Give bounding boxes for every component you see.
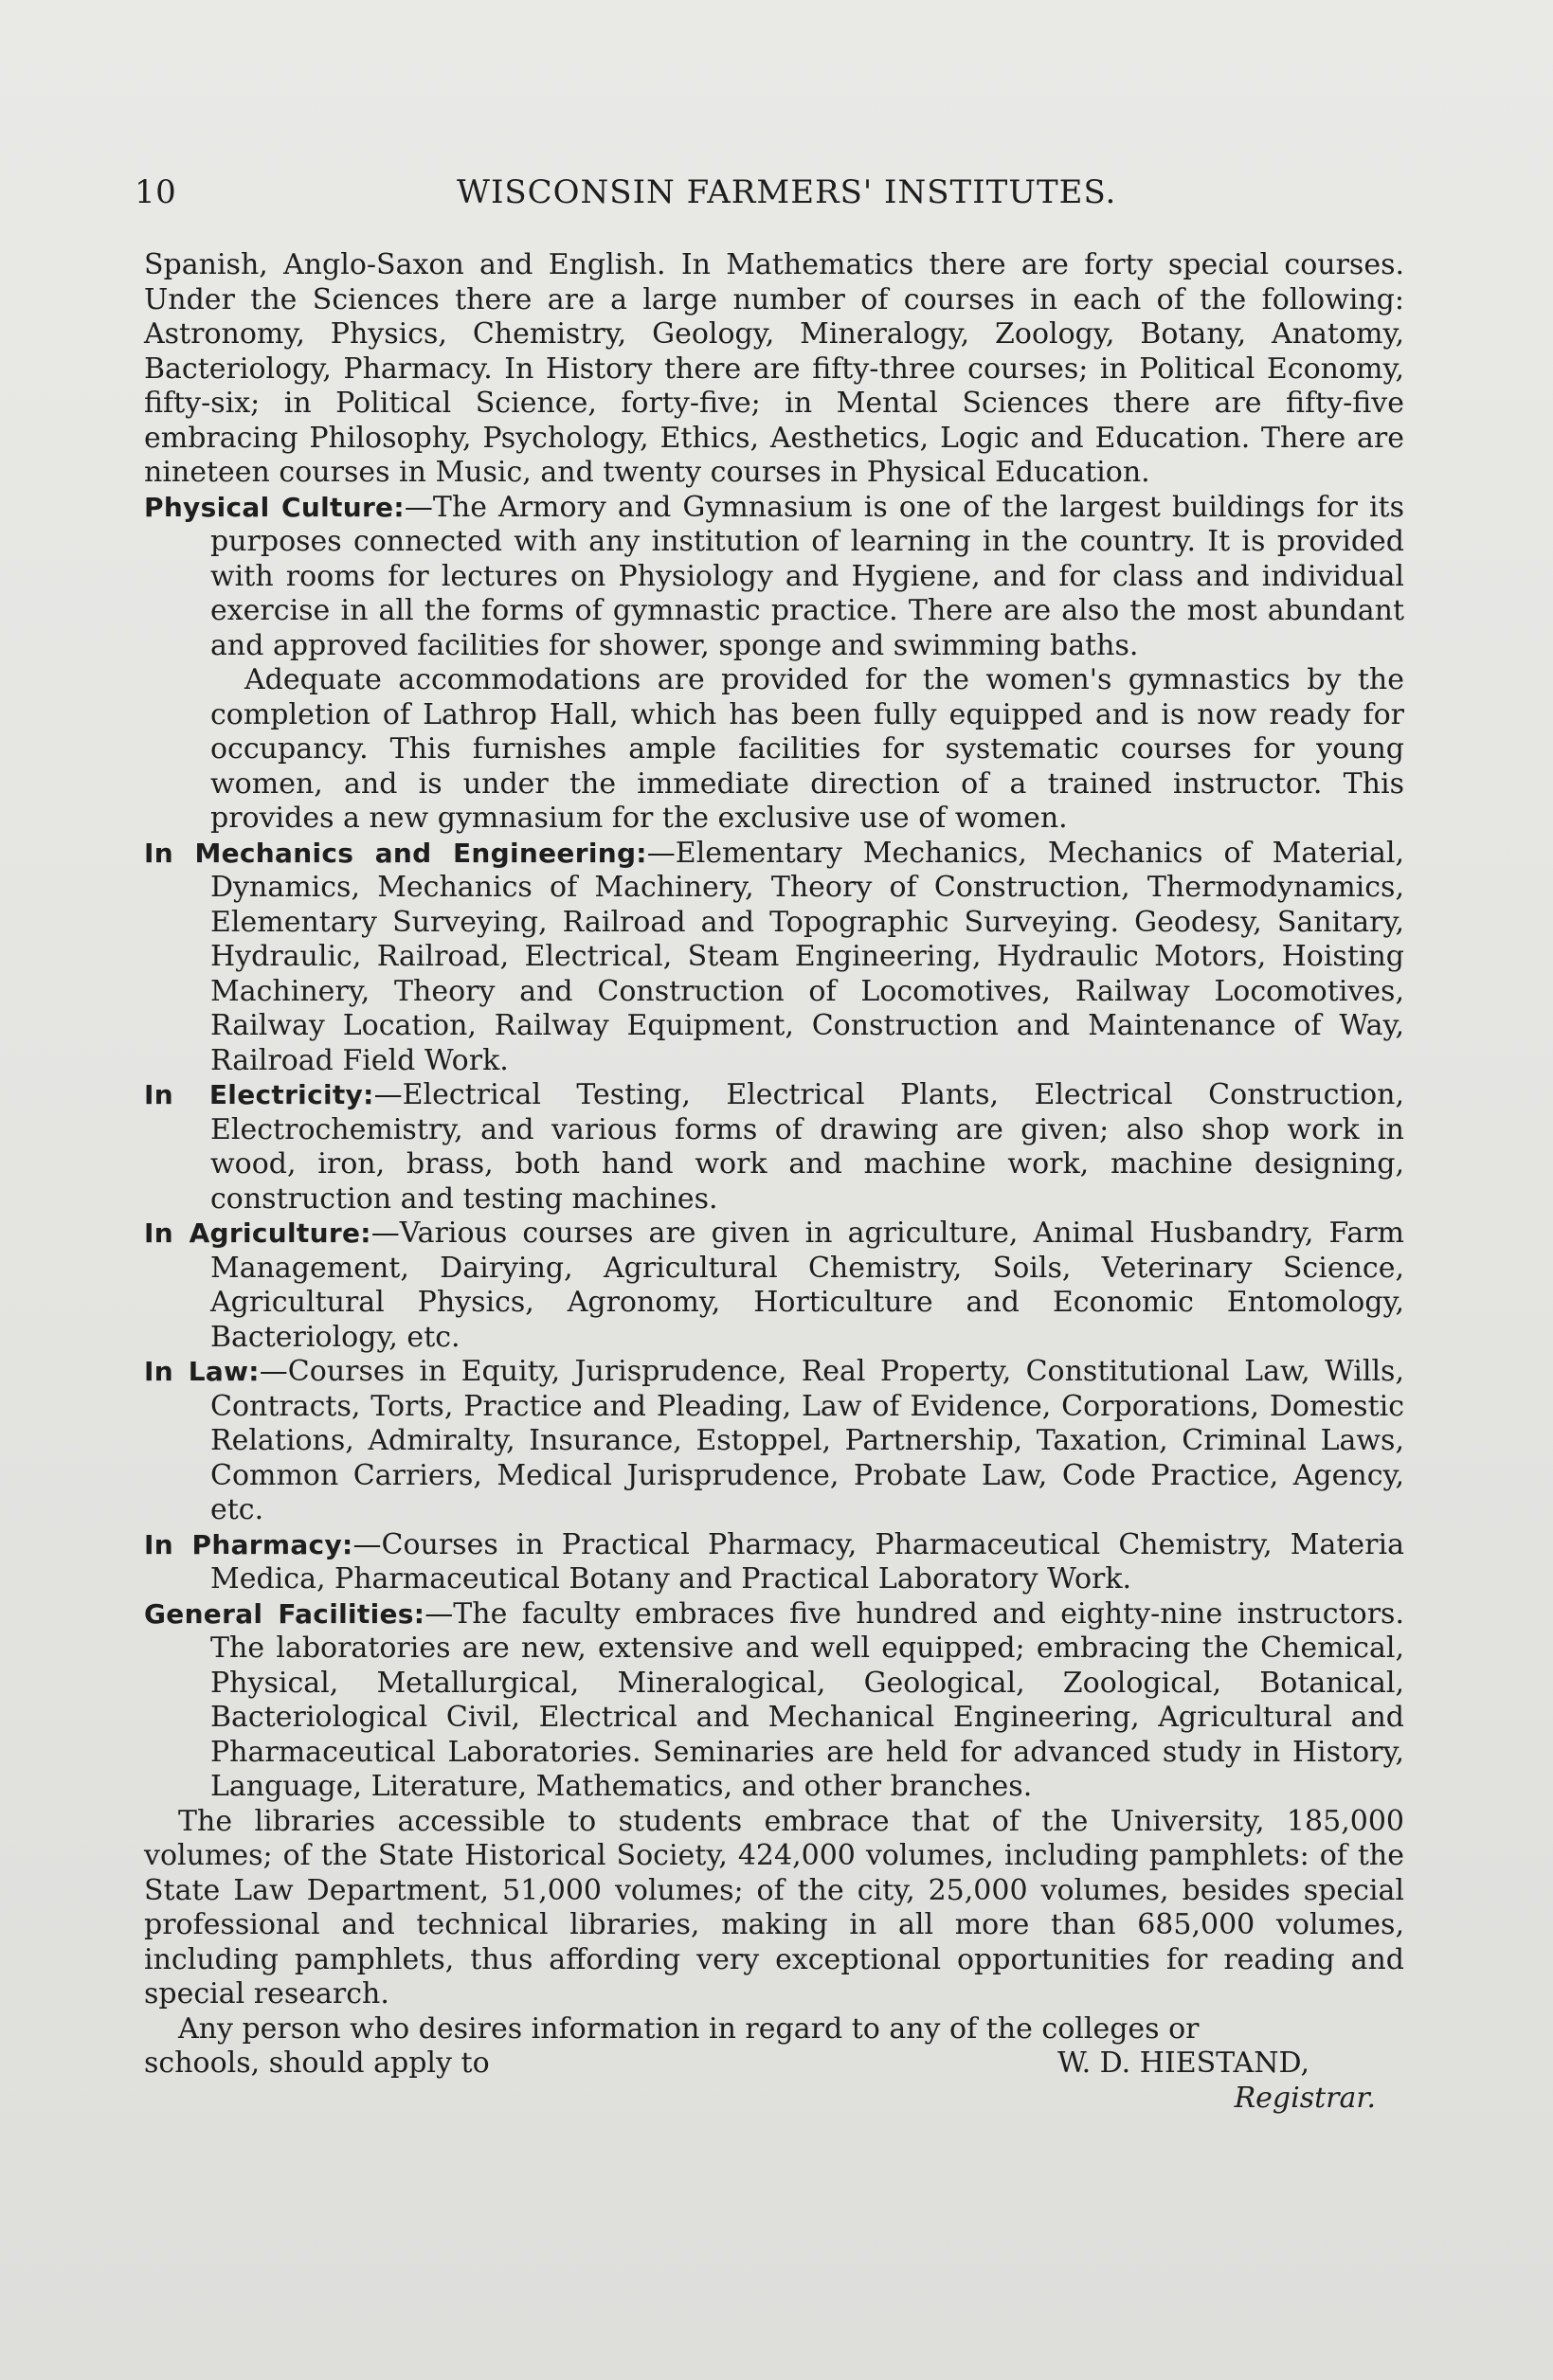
libraries-paragraph: The libraries accessible to students embrace that of the University, 185,000 volumes; of the State Historical Society, 424,000 volumes, including pamphlets: of the State Law Department, 51,000 volumes; of the city, 25,000 volumes, besides special professional and technical libraries, making in all more than 685,000 volumes, including pamphlets, thus affording very exceptional opportunities for reading and special research. — [144, 1804, 1404, 2010]
general-facilities-entry — [144, 1597, 1404, 1805]
signature-name: W. D. HIESTAND, — [1057, 2046, 1309, 2080]
pharmacy-text: —Courses in Practical Pharmacy, Pharmaceutical Chemistry, Materia Medica, Pharmaceutical Botany and Practical Laboratory Work. — [210, 1527, 1404, 1596]
agriculture-text: —Various courses are given in agriculture, Animal Husbandry, Farm Management, Dairying, Agricultural Chemistry, Soils, Veterinary Science, Agricultural Physics, Agronomy, Horticulture and Economic Entomology, Bacteriology, etc. — [210, 1217, 1404, 1354]
general-facilities-heading: General Facilities: — [144, 1597, 425, 1630]
physical-culture-heading: Physical Culture: — [144, 491, 405, 523]
pharmacy-entry — [144, 1528, 1404, 1597]
electricity-entry — [144, 1078, 1404, 1217]
mechanics-text: —Elementary Mechanics, Mechanics of Material, Dynamics, Mechanics of Machinery, Theory of Construction, Thermodynamics, Elementary Surveying, Railroad and Topographic Surveying. Geodesy, Sanitary, Hydraulic, Railroad, Electrical, Steam Engineering, Hydraulic Motors, Hoisting Machinery, Theory and Construction of Locomotives, Railway Locomotives, Railway Location, Railway Equipment, Construction and Maintenance of Way, Railroad Field Work. — [210, 836, 1404, 1077]
general-facilities-text: —The faculty embraces five hundred and eighty-nine instructors. The laboratories are new, extensive and well equipped; embracing the Chemical, Physical, Metallurgical, Mineralogical, Geological, Zoological, Botanical, Bacteriological Civil, Electrical and Mechanical Engineering, Agricultural and Pharmaceutical Laboratories. Seminaries are held for advanced study in History, Language, Literature, Mathematics, and other branches. — [210, 1596, 1404, 1803]
page-header — [135, 173, 1404, 217]
pharmacy-heading: In Pharmacy: — [144, 1528, 353, 1560]
mechanics-heading: In Mechanics and Engineering: — [144, 837, 647, 869]
law-entry — [144, 1355, 1404, 1528]
agriculture-heading: In Agriculture: — [144, 1217, 371, 1249]
signature-title: Registrar. — [1234, 2081, 1376, 2115]
physical-culture-entry — [144, 491, 1404, 664]
law-text: —Courses in Equity, Jurisprudence, Real Property, Constitutional Law, Wills, Contracts, Torts, Practice and Pleading, Law of Evidence, Corporations, Domestic Relations, Admiralty, Insurance, Estoppel, Partnership, Taxation, Criminal Laws, Common Carriers, Medical Jurisprudence, Probate Law, Code Practice, Agency, etc. — [210, 1355, 1404, 1526]
running-title: WISCONSIN FARMERS' INSTITUTES. — [457, 173, 1117, 211]
intro-paragraph: Spanish, Anglo-Saxon and English. In Mathematics there are forty special courses. Under the Sciences there are a large number of courses in each of the following: Astronomy, Physics, Chemistry, Geology, Mineralogy, Zoology, Botany, Anatomy, Bacteriology, Pharmacy. In History there are fifty-three courses; in Political Economy, fifty-six; in Political Science, forty-five; in Mental Sciences there are fifty-five embracing Philosophy, Psychology, Ethics, Aesthetics, Logic and Education. There are nineteen courses in Music, and twenty courses in Physical Education. — [144, 248, 1404, 489]
signature-line — [144, 2046, 1404, 2082]
page-number: 10 — [135, 173, 177, 211]
electricity-heading: In Electricity: — [144, 1079, 374, 1110]
physical-culture-text: —The Armory and Gymnasium is one of the largest buildings for its purposes connected with any institution of learning in the country. It is provided with rooms for lectures on Physiology and Hygiene, and for class and individual exercise in all the forms of gymnastic practice. There are also the most abundant and approved facilities for shower, sponge and swimming baths. — [210, 490, 1404, 662]
electricity-text: —Electrical Testing, Electrical Plants, Electrical Construction, Electrochemistry, and various forms of drawing are given; also shop work in wood, iron, brass, both hand work and machine work, machine designing, construction and testing machines. — [210, 1078, 1405, 1216]
law-heading: In Law: — [144, 1356, 260, 1387]
body-text — [144, 248, 1404, 2116]
closing-line: Any person who desires information in regard to any of the colleges or — [178, 2011, 1200, 2046]
womens-gymnastics-paragraph: Adequate accommodations are provided for the women's gymnastics by the completion of Lathrop Hall, which has been fully equipped and is now ready for occupancy. This furnishes ample facilities for systematic courses for young women, and is under the immediate direction of a trained instructor. This provides a new gymnasium for the exclusive use of women. — [210, 663, 1404, 835]
mechanics-entry — [144, 837, 1404, 1079]
agriculture-entry — [144, 1217, 1404, 1355]
closing-line-2: schools, should apply to — [144, 2046, 490, 2080]
